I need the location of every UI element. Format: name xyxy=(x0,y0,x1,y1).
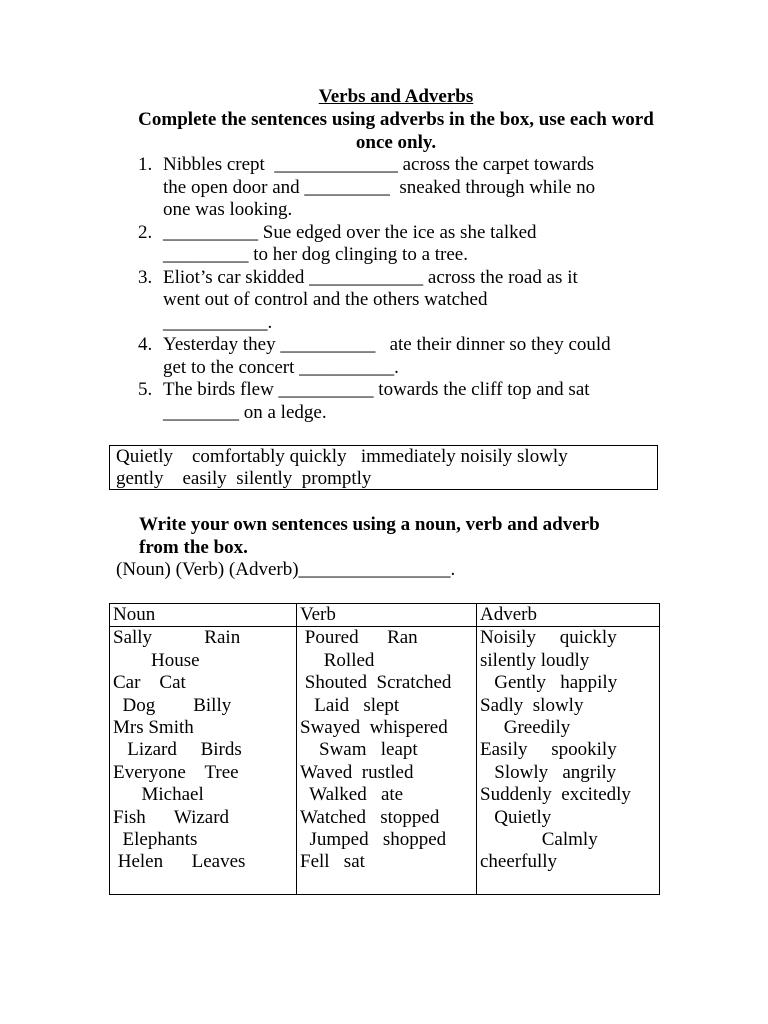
verb-word-line: Watched stopped xyxy=(300,806,440,828)
instruction-line: from the box. xyxy=(139,537,248,558)
verb-word-line: Fell sat xyxy=(300,851,365,873)
instruction-write-sentences xyxy=(139,513,679,559)
question-line: The birds flew __________ towards the cliff top and sat xyxy=(163,379,590,400)
question-line: went out of control and the others watched xyxy=(163,289,488,310)
question-line: get to the concert __________. xyxy=(163,356,399,378)
instruction-line: Write your own sentences using a noun, verb and adverb xyxy=(139,514,600,535)
verb-word-line: Poured Ran xyxy=(300,627,418,649)
table-header-row xyxy=(110,604,660,627)
question-number: 2. xyxy=(138,221,153,243)
instruction-complete-sentences: Complete the sentences using adverbs in the box, use each word once only. xyxy=(138,109,654,153)
noun-word-line: Michael xyxy=(113,784,204,806)
question-item xyxy=(138,154,678,222)
question-line: one was looking. xyxy=(163,199,293,220)
noun-word-line: Helen Leaves xyxy=(113,851,246,873)
adverb-word-line: Gently happily xyxy=(480,672,618,694)
adverb-word-line: cheerfully xyxy=(480,851,558,873)
verb-word-line: Waved rustled xyxy=(300,761,414,783)
adverb-word-line: Sadly slowly xyxy=(480,694,584,716)
noun-word-line: Fish Wizard xyxy=(113,806,230,828)
question-line: ___________. xyxy=(163,311,273,333)
adverb-word-line: Calmly xyxy=(480,829,598,851)
question-line: Yesterday they __________ ate their dinner so they could xyxy=(163,334,611,355)
verb-column-cell xyxy=(297,627,477,895)
verb-word-line: Walked ate xyxy=(300,784,404,806)
question-item xyxy=(138,379,678,424)
question-number: 4. xyxy=(138,334,153,355)
verb-word-line: Swayed whispered xyxy=(300,717,448,739)
adverb-word-line: Easily spookily xyxy=(480,739,617,761)
question-line: _________ to her dog clinging to a tree. xyxy=(163,244,468,265)
header-verb: Verb xyxy=(297,604,477,627)
word-table xyxy=(109,603,660,895)
verb-word-line: Rolled xyxy=(300,649,375,671)
question-item xyxy=(138,222,678,267)
adverb-box-line: gently easily silently promptly xyxy=(116,468,372,489)
sentence-pattern: (Noun) (Verb) (Adverb)________________. xyxy=(116,559,456,580)
header-adverb: Adverb xyxy=(477,604,660,627)
header-noun: Noun xyxy=(110,604,297,627)
noun-word-line: Everyone Tree xyxy=(113,761,239,783)
noun-word-line: Lizard Birds xyxy=(113,739,242,761)
question-item xyxy=(138,334,678,379)
noun-column-cell xyxy=(110,627,297,895)
question-number: 1. xyxy=(138,154,153,175)
question-number: 3. xyxy=(138,266,153,288)
question-line: Eliot’s car skidded ____________ across the road as it xyxy=(163,266,578,288)
verb-word-line: Jumped shopped xyxy=(300,829,447,851)
noun-word-line: Dog Billy xyxy=(113,694,232,716)
adverb-box-line: Quietly comfortably quickly immediately noisily slowly xyxy=(116,446,568,467)
noun-word-line: Elephants xyxy=(113,829,198,851)
verb-word-line: Laid slept xyxy=(300,694,400,716)
adverb-column-cell xyxy=(477,627,660,895)
question-number: 5. xyxy=(138,379,153,400)
adverb-word-line: Slowly angrily xyxy=(480,761,617,783)
question-line: Nibbles crept _____________ across the carpet towards xyxy=(163,154,595,175)
question-list xyxy=(138,154,678,424)
table-row xyxy=(110,627,660,895)
verb-word-line: Shouted Scratched xyxy=(300,672,452,694)
noun-word-line: Mrs Smith xyxy=(113,717,194,739)
adverb-word-line: Quietly xyxy=(480,806,552,828)
adverb-word-line: Greedily xyxy=(480,717,571,739)
question-line: the open door and _________ sneaked through while no xyxy=(163,176,596,198)
page-title: Verbs and Adverbs xyxy=(318,86,474,107)
noun-word-line: Car Cat xyxy=(113,672,186,694)
verb-word-line: Swam leapt xyxy=(300,739,418,761)
question-line: __________ Sue edged over the ice as she talked xyxy=(163,221,537,243)
noun-word-line: House xyxy=(113,649,200,671)
question-item xyxy=(138,267,678,335)
noun-word-line: Sally Rain xyxy=(113,627,241,649)
adverb-word-line: silently loudly xyxy=(480,649,590,671)
question-line: ________ on a ledge. xyxy=(163,401,327,423)
adverb-word-line: Suddenly excitedly xyxy=(480,784,631,806)
adverb-word-line: Noisily quickly xyxy=(480,627,617,649)
adverb-word-box xyxy=(109,445,658,490)
